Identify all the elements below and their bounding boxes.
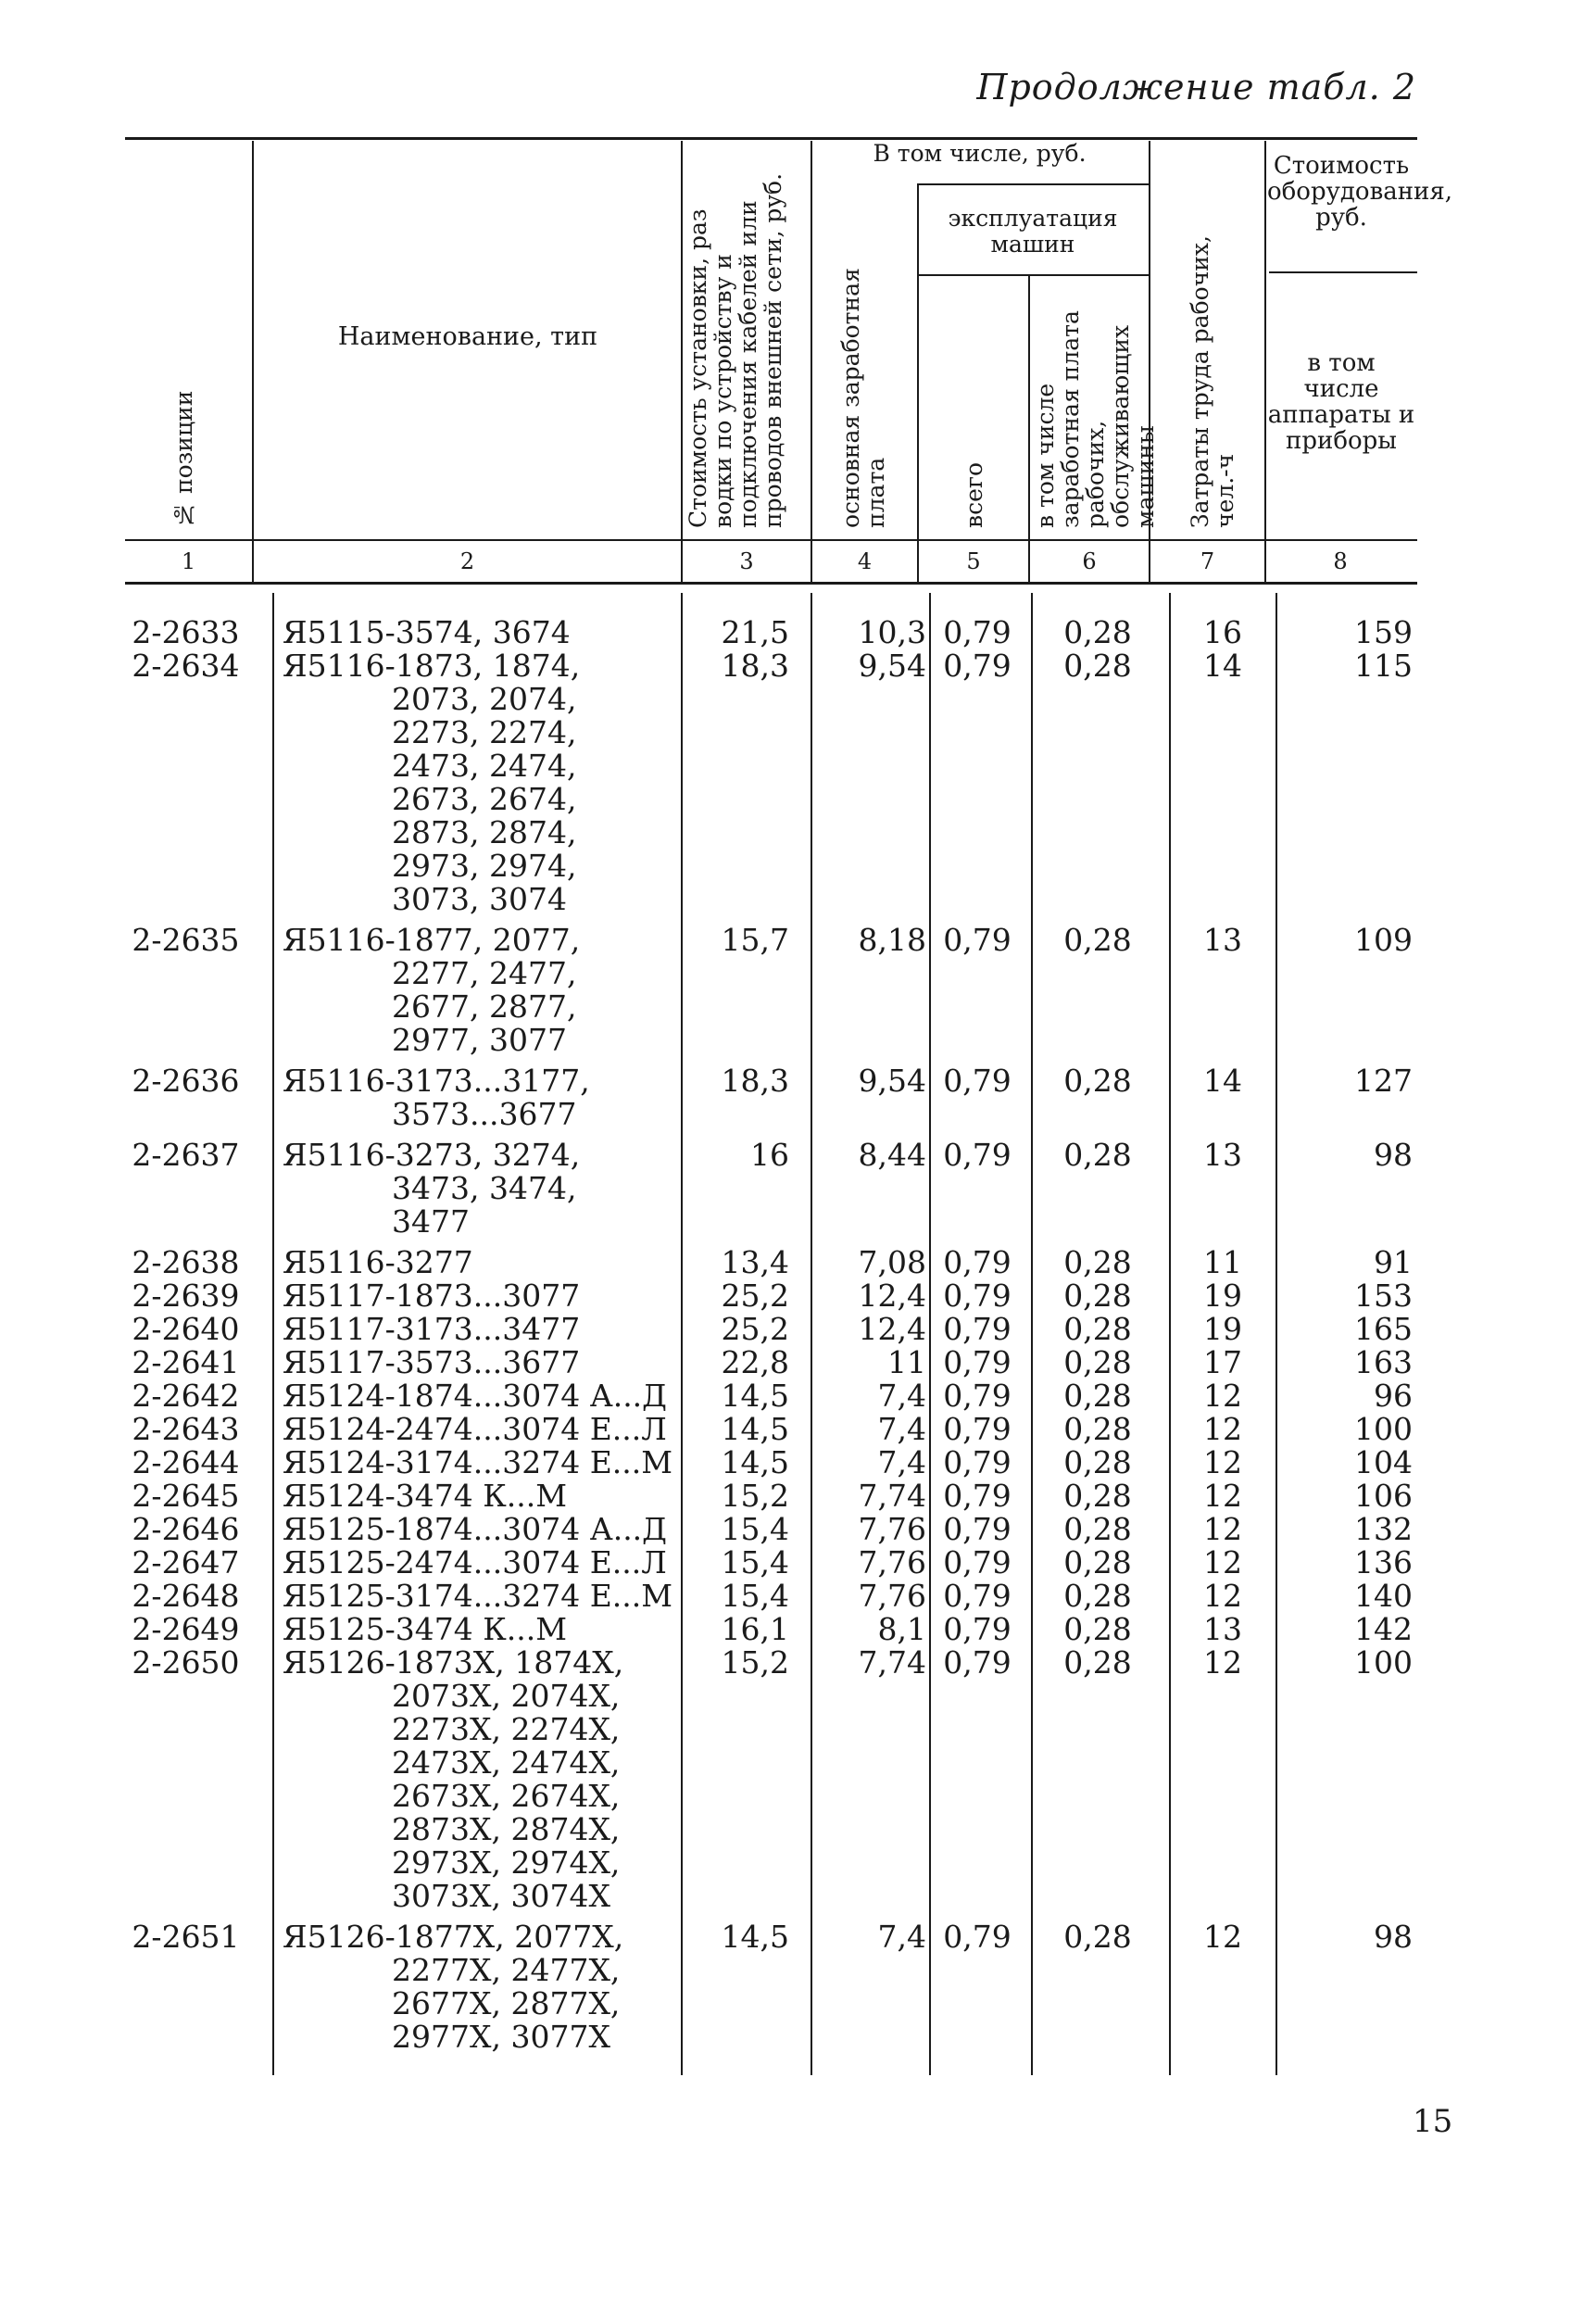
cell-machine-wage: 0,28 <box>1063 1344 1132 1380</box>
cell-name <box>283 1446 672 1479</box>
cell-equipment-cost: 109 <box>1354 922 1413 958</box>
header-base-wage: основная заработная плата <box>837 268 889 528</box>
name-line: 2677, 2877, <box>392 988 577 1025</box>
cell-install-cost: 15,4 <box>721 1511 789 1547</box>
table-row <box>0 1246 1596 1279</box>
cell-install-cost: 15,2 <box>721 1478 789 1514</box>
table-row <box>0 1613 1596 1646</box>
subheader-rule-incl <box>917 183 1149 185</box>
header-pos: № позиции <box>170 390 197 528</box>
cell-machine-wage: 0,28 <box>1063 1444 1132 1480</box>
table-row <box>0 616 1596 649</box>
name-line: 2673, 2674, <box>392 781 577 817</box>
cell-position: 2-2645 <box>132 1478 240 1514</box>
cell-position: 2-2639 <box>132 1278 240 1314</box>
table-row <box>0 1646 1596 1913</box>
colnum-7: 7 <box>1200 548 1215 574</box>
colnum-8: 8 <box>1333 548 1348 574</box>
name-line: 2473Х, 2474Х, <box>392 1744 621 1781</box>
cell-machine-wage: 0,28 <box>1063 1411 1132 1447</box>
name-line: Я5124-3474 К...М <box>283 1478 568 1514</box>
cell-machine-total: 0,79 <box>943 1644 1012 1681</box>
cell-machine-wage: 0,28 <box>1063 1611 1132 1647</box>
cell-machine-wage: 0,28 <box>1063 1544 1132 1580</box>
cell-equipment-cost: 100 <box>1354 1411 1413 1447</box>
cell-base-wage: 7,4 <box>877 1411 926 1447</box>
cell-position: 2-2635 <box>132 922 240 958</box>
cell-install-cost: 21,5 <box>721 614 789 650</box>
cell-base-wage: 11 <box>887 1344 926 1380</box>
cell-labor: 13 <box>1203 1611 1242 1647</box>
cell-install-cost: 18,3 <box>721 1063 789 1099</box>
header-total: всего <box>961 461 987 528</box>
table-row <box>0 1279 1596 1313</box>
cell-install-cost: 25,2 <box>721 1278 789 1314</box>
cell-position: 2-2638 <box>132 1244 240 1280</box>
cell-machine-total: 0,79 <box>943 614 1012 650</box>
cell-base-wage: 7,4 <box>877 1378 926 1414</box>
name-line: 3573...3677 <box>392 1096 577 1132</box>
cell-equipment-cost: 132 <box>1354 1511 1413 1547</box>
cell-labor: 12 <box>1203 1511 1242 1547</box>
cell-labor: 19 <box>1203 1311 1242 1347</box>
cell-base-wage: 7,4 <box>877 1919 926 1955</box>
cell-install-cost: 14,5 <box>721 1919 789 1955</box>
cell-base-wage: 7,76 <box>858 1511 926 1547</box>
cell-equipment-cost: 106 <box>1354 1478 1413 1514</box>
cell-position: 2-2650 <box>132 1644 240 1681</box>
cell-labor: 14 <box>1203 1063 1242 1099</box>
table-row <box>0 1313 1596 1346</box>
cell-labor: 12 <box>1203 1544 1242 1580</box>
cell-equipment-cost: 153 <box>1354 1278 1413 1314</box>
name-line: Я5117-3173...3477 <box>283 1311 581 1347</box>
cell-machine-total: 0,79 <box>943 648 1012 684</box>
cell-equipment-cost: 100 <box>1354 1644 1413 1681</box>
cell-machine-wage: 0,28 <box>1063 614 1132 650</box>
cell-position: 2-2636 <box>132 1063 240 1099</box>
col-rule-7 <box>1264 141 1266 584</box>
name-line: Я5116-1873, 1874, <box>283 648 581 684</box>
cell-machine-wage: 0,28 <box>1063 922 1132 958</box>
cell-equipment-cost: 140 <box>1354 1578 1413 1614</box>
cell-install-cost: 15,2 <box>721 1644 789 1681</box>
cell-base-wage: 7,76 <box>858 1578 926 1614</box>
cell-machine-wage: 0,28 <box>1063 648 1132 684</box>
name-line: Я5115-3574, 3674 <box>283 614 571 650</box>
table-row <box>0 1413 1596 1446</box>
name-line: 2973Х, 2974Х, <box>392 1844 621 1881</box>
cell-machine-total: 0,79 <box>943 1444 1012 1480</box>
name-line: Я5116-3173...3177, <box>283 1063 590 1099</box>
cell-name <box>283 1513 667 1546</box>
name-line: 3073, 3074 <box>392 881 567 917</box>
cell-equipment-cost: 98 <box>1374 1919 1413 1955</box>
table-row <box>0 1346 1596 1379</box>
cell-name <box>283 1379 667 1413</box>
cell-name <box>283 1646 623 1913</box>
cell-labor: 12 <box>1203 1478 1242 1514</box>
cell-base-wage: 12,4 <box>858 1278 926 1314</box>
cell-equipment-cost: 165 <box>1354 1311 1413 1347</box>
cell-base-wage: 8,1 <box>877 1611 926 1647</box>
cell-machine-total: 0,79 <box>943 1378 1012 1414</box>
name-line: 2073, 2074, <box>392 681 577 717</box>
cell-machine-total: 0,79 <box>943 1278 1012 1314</box>
cell-position: 2-2648 <box>132 1578 240 1614</box>
cell-install-cost: 25,2 <box>721 1311 789 1347</box>
cell-position: 2-2642 <box>132 1378 240 1414</box>
cell-machine-wage: 0,28 <box>1063 1244 1132 1280</box>
cell-machine-wage: 0,28 <box>1063 1137 1132 1173</box>
cell-equipment-cost: 142 <box>1354 1611 1413 1647</box>
cell-machine-total: 0,79 <box>943 1478 1012 1514</box>
cell-labor: 17 <box>1203 1344 1242 1380</box>
table-row <box>0 1379 1596 1413</box>
name-line: Я5116-3273, 3274, <box>283 1137 581 1173</box>
name-line: 2273, 2274, <box>392 714 577 750</box>
cell-install-cost: 15,4 <box>721 1578 789 1614</box>
name-line: 2673Х, 2674Х, <box>392 1778 621 1814</box>
cell-machine-total: 0,79 <box>943 1578 1012 1614</box>
table-row <box>0 1139 1596 1239</box>
header-incl-wage: в том числе заработная плата рабочих, обслуживающих машины <box>1032 310 1159 528</box>
cell-labor: 12 <box>1203 1444 1242 1480</box>
cell-install-cost: 16 <box>750 1137 789 1173</box>
cell-name <box>283 1346 580 1379</box>
name-line: Я5126-1873Х, 1874Х, <box>283 1644 624 1681</box>
name-line: 2973, 2974, <box>392 848 577 884</box>
table-row <box>0 1513 1596 1546</box>
cell-base-wage: 7,76 <box>858 1544 926 1580</box>
cell-name <box>283 1613 567 1646</box>
header-incl-group: В том числе, руб. <box>873 140 1087 167</box>
cell-equipment-cost: 96 <box>1374 1378 1413 1414</box>
cell-machine-total: 0,79 <box>943 1411 1012 1447</box>
cell-machine-wage: 0,28 <box>1063 1063 1132 1099</box>
header-bottom-rule <box>125 539 1417 541</box>
cell-base-wage: 8,18 <box>858 922 926 958</box>
cell-machine-total: 0,79 <box>943 1244 1012 1280</box>
name-line: Я5125-3474 К...М <box>283 1611 568 1647</box>
header-name: Наименование, тип <box>337 322 598 351</box>
cell-labor: 12 <box>1203 1411 1242 1447</box>
table-row <box>0 924 1596 1057</box>
cell-install-cost: 14,5 <box>721 1378 789 1414</box>
cell-install-cost: 14,5 <box>721 1411 789 1447</box>
name-line: Я5116-1877, 2077, <box>283 922 581 958</box>
cell-machine-total: 0,79 <box>943 1063 1012 1099</box>
header-equip-incl: в том числе аппараты и приборы <box>1267 349 1415 455</box>
cell-base-wage: 7,74 <box>858 1644 926 1681</box>
cell-name <box>283 1920 623 2054</box>
name-line: 3477 <box>392 1203 470 1240</box>
cell-labor: 11 <box>1203 1244 1242 1280</box>
cell-name <box>283 1580 672 1613</box>
cell-labor: 16 <box>1203 614 1242 650</box>
cell-base-wage: 7,74 <box>858 1478 926 1514</box>
cell-labor: 12 <box>1203 1378 1242 1414</box>
table-body <box>0 616 1596 2054</box>
cell-position: 2-2643 <box>132 1411 240 1447</box>
table-row <box>0 1064 1596 1131</box>
colnum-5: 5 <box>966 548 981 574</box>
cell-install-cost: 22,8 <box>721 1344 789 1380</box>
cell-name <box>283 1479 567 1513</box>
cell-install-cost: 15,7 <box>721 922 789 958</box>
cell-machine-total: 0,79 <box>943 1919 1012 1955</box>
cell-position: 2-2633 <box>132 614 240 650</box>
cell-position: 2-2647 <box>132 1544 240 1580</box>
cell-machine-total: 0,79 <box>943 1137 1012 1173</box>
name-line: 2273Х, 2274Х, <box>392 1711 621 1747</box>
cell-position: 2-2651 <box>132 1919 240 1955</box>
cell-base-wage: 7,4 <box>877 1444 926 1480</box>
cell-machine-wage: 0,28 <box>1063 1278 1132 1314</box>
cell-machine-wage: 0,28 <box>1063 1578 1132 1614</box>
cell-machine-wage: 0,28 <box>1063 1644 1132 1681</box>
name-line: 2977Х, 3077Х <box>392 2019 610 2055</box>
cell-labor: 12 <box>1203 1919 1242 1955</box>
cell-position: 2-2640 <box>132 1311 240 1347</box>
cell-name <box>283 1413 667 1446</box>
name-line: Я5117-3573...3677 <box>283 1344 581 1380</box>
cell-install-cost: 14,5 <box>721 1444 789 1480</box>
cell-machine-wage: 0,28 <box>1063 1478 1132 1514</box>
header-equip-cost: Стоимость оборудования, руб. <box>1267 152 1453 232</box>
col-rule-1 <box>252 141 254 584</box>
cell-base-wage: 9,54 <box>858 648 926 684</box>
cell-equipment-cost: 98 <box>1374 1137 1413 1173</box>
name-line: 3073Х, 3074Х <box>392 1878 610 1914</box>
cell-name <box>283 1279 580 1313</box>
cell-machine-wage: 0,28 <box>1063 1311 1132 1347</box>
table-top-rule <box>125 137 1417 140</box>
cell-install-cost: 15,4 <box>721 1544 789 1580</box>
name-line: Я5124-2474...3074 Е...Л <box>283 1411 667 1447</box>
cell-equipment-cost: 159 <box>1354 614 1413 650</box>
table-row <box>0 1479 1596 1513</box>
cell-install-cost: 13,4 <box>721 1244 789 1280</box>
cell-position: 2-2649 <box>132 1611 240 1647</box>
table-row <box>0 1580 1596 1613</box>
cell-name <box>283 924 580 1057</box>
colnum-6: 6 <box>1082 548 1097 574</box>
cell-machine-wage: 0,28 <box>1063 1378 1132 1414</box>
cell-name <box>283 1064 590 1131</box>
cell-equipment-cost: 104 <box>1354 1444 1413 1480</box>
name-line: 3473, 3474, <box>392 1170 577 1206</box>
name-line: 2073Х, 2074Х, <box>392 1678 621 1714</box>
table-row <box>0 1546 1596 1580</box>
cell-base-wage: 10,3 <box>858 614 926 650</box>
cell-name <box>283 1546 667 1580</box>
cell-install-cost: 16,1 <box>721 1611 789 1647</box>
colnum-bottom-rule <box>125 582 1417 585</box>
cell-machine-total: 0,79 <box>943 1544 1012 1580</box>
col-rule-4 <box>917 183 919 584</box>
name-line: Я5124-3174...3274 Е...М <box>283 1444 673 1480</box>
cell-machine-total: 0,79 <box>943 1611 1012 1647</box>
name-line: Я5125-2474...3074 Е...Л <box>283 1544 667 1580</box>
cell-machine-total: 0,79 <box>943 1311 1012 1347</box>
cell-name <box>283 616 571 649</box>
name-line: Я5125-3174...3274 Е...М <box>283 1578 673 1614</box>
header-labor: Затраты труда рабочих, чел.-ч <box>1187 235 1238 528</box>
page-number: 15 <box>1413 2103 1453 2140</box>
col-rule-2 <box>681 141 683 584</box>
table-caption: Продолжение табл. 2 <box>976 67 1416 107</box>
cell-machine-total: 0,79 <box>943 922 1012 958</box>
col-rule-5 <box>1028 276 1030 584</box>
cell-base-wage: 8,44 <box>858 1137 926 1173</box>
name-line: Я5126-1877Х, 2077Х, <box>283 1919 624 1955</box>
cell-position: 2-2637 <box>132 1137 240 1173</box>
cell-equipment-cost: 127 <box>1354 1063 1413 1099</box>
table-row <box>0 1446 1596 1479</box>
header-machine-op: эксплуатация машин <box>948 205 1118 258</box>
cell-install-cost: 18,3 <box>721 648 789 684</box>
name-line: Я5124-1874...3074 А...Д <box>283 1378 667 1414</box>
colnum-1: 1 <box>181 548 196 574</box>
cell-equipment-cost: 115 <box>1354 648 1413 684</box>
cell-base-wage: 12,4 <box>858 1311 926 1347</box>
colnum-3: 3 <box>739 548 754 574</box>
cell-labor: 19 <box>1203 1278 1242 1314</box>
cell-equipment-cost: 91 <box>1374 1244 1413 1280</box>
name-line: 2473, 2474, <box>392 748 577 784</box>
cell-machine-total: 0,79 <box>943 1344 1012 1380</box>
cell-machine-wage: 0,28 <box>1063 1511 1132 1547</box>
name-line: Я5125-1874...3074 А...Д <box>283 1511 667 1547</box>
subheader-rule-equip <box>1269 271 1417 273</box>
header-install-cost: Стоимость установки, раз водки по устройству и подключения кабелей или проводов внешней сети, руб. <box>685 172 786 528</box>
name-line: 2977, 3077 <box>392 1022 567 1058</box>
cell-position: 2-2641 <box>132 1344 240 1380</box>
colnum-4: 4 <box>857 548 873 574</box>
colnum-2: 2 <box>459 548 475 574</box>
cell-labor: 13 <box>1203 922 1242 958</box>
subheader-rule-machines <box>917 274 1149 276</box>
cell-equipment-cost: 163 <box>1354 1344 1413 1380</box>
col-rule-3 <box>811 141 812 584</box>
cell-machine-total: 0,79 <box>943 1511 1012 1547</box>
cell-name <box>283 1313 580 1346</box>
cell-name <box>283 649 580 916</box>
cell-labor: 12 <box>1203 1578 1242 1614</box>
cell-base-wage: 9,54 <box>858 1063 926 1099</box>
cell-position: 2-2644 <box>132 1444 240 1480</box>
name-line: 2873, 2874, <box>392 814 577 850</box>
cell-position: 2-2634 <box>132 648 240 684</box>
name-line: 2677Х, 2877Х, <box>392 1985 621 2021</box>
cell-machine-wage: 0,28 <box>1063 1919 1132 1955</box>
name-line: 2873Х, 2874Х, <box>392 1811 621 1847</box>
name-line: Я5116-3277 <box>283 1244 473 1280</box>
cell-position: 2-2646 <box>132 1511 240 1547</box>
cell-equipment-cost: 136 <box>1354 1544 1413 1580</box>
name-line: 2277Х, 2477Х, <box>392 1952 621 1988</box>
name-line: 2277, 2477, <box>392 955 577 991</box>
cell-labor: 12 <box>1203 1644 1242 1681</box>
name-line: Я5117-1873...3077 <box>283 1278 581 1314</box>
table-row <box>0 1920 1596 2054</box>
cell-name <box>283 1246 473 1279</box>
table-row <box>0 649 1596 916</box>
cell-labor: 13 <box>1203 1137 1242 1173</box>
cell-labor: 14 <box>1203 648 1242 684</box>
cell-name <box>283 1139 580 1239</box>
cell-base-wage: 7,08 <box>858 1244 926 1280</box>
